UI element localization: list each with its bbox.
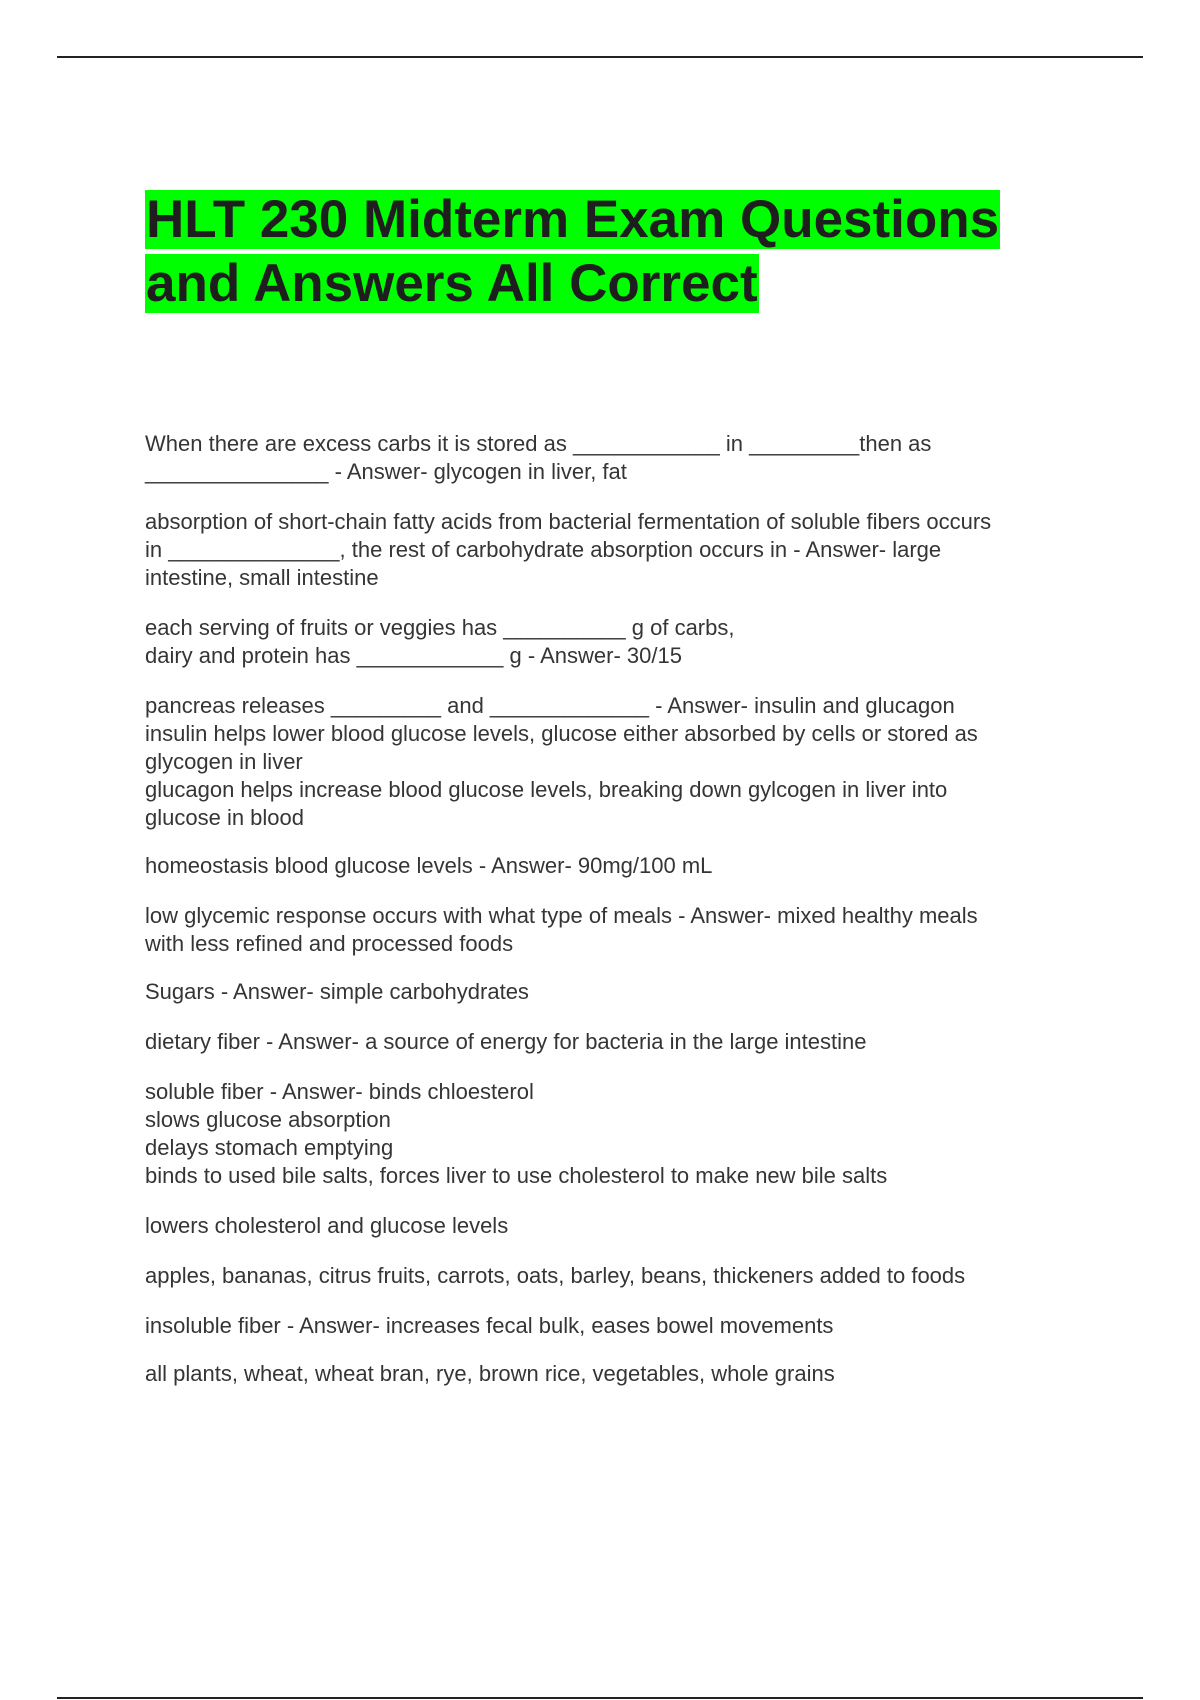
qa-item (145, 1312, 1085, 1340)
qa-line: insoluble fiber - Answer- increases fecal bulk, eases bowel movements (145, 1313, 834, 1338)
qa-line: binds to used bile salts, forces liver to use cholesterol to make new bile salts (145, 1163, 888, 1188)
qa-item (145, 1078, 1085, 1190)
qa-line: each serving of fruits or veggies has __________ g of carbs, (145, 615, 735, 640)
qa-line: low glycemic response occurs with what type of meals - Answer- mixed healthy meals (145, 903, 978, 928)
qa-line: glycogen in liver (145, 749, 303, 774)
qa-line: pancreas releases _________ and _____________ - Answer- insulin and glucagon (145, 693, 955, 718)
document-title (145, 188, 1000, 316)
qa-line: Sugars - Answer- simple carbohydrates (145, 979, 529, 1004)
qa-item (145, 508, 1085, 592)
top-rule (57, 56, 1143, 58)
qa-line: _______________ - Answer- glycogen in liver, fat (145, 459, 627, 484)
qa-line: delays stomach emptying (145, 1135, 394, 1160)
title-line: HLT 230 Midterm Exam Questions (146, 190, 1000, 249)
qa-line: homeostasis blood glucose levels - Answer- 90mg/100 mL (145, 853, 713, 878)
qa-line: lowers cholesterol and glucose levels (145, 1213, 509, 1238)
qa-line: slows glucose absorption (145, 1107, 391, 1132)
qa-line: insulin helps lower blood glucose levels, glucose either absorbed by cells or stored as (145, 721, 978, 746)
qa-line: glucagon helps increase blood glucose levels, breaking down gylcogen in liver into (145, 777, 948, 802)
qa-item (145, 1028, 1085, 1056)
qa-item (145, 852, 1085, 880)
qa-line: absorption of short-chain fatty acids from bacterial fermentation of soluble fibers occurs (145, 509, 992, 534)
qa-line: glucose in blood (145, 805, 305, 830)
qa-item (145, 1212, 1085, 1240)
qa-item (145, 1262, 1085, 1290)
qa-line: When there are excess carbs it is stored as ____________ in _________then as (145, 431, 932, 456)
qa-item (145, 902, 1085, 958)
qa-line: intestine, small intestine (145, 565, 379, 590)
qa-item (145, 430, 1085, 486)
qa-item (145, 978, 1085, 1006)
qa-item (145, 692, 1085, 832)
qa-line: with less refined and processed foods (145, 931, 514, 956)
qa-list (145, 408, 1085, 1388)
qa-item (145, 1360, 1085, 1388)
qa-line: apples, bananas, citrus fruits, carrots, oats, barley, beans, thickeners added to foods (145, 1263, 966, 1288)
qa-line: dairy and protein has ____________ g - Answer- 30/15 (145, 643, 682, 668)
title-line: and Answers All Correct (146, 254, 758, 313)
qa-line: all plants, wheat, wheat bran, rye, brown rice, vegetables, whole grains (145, 1361, 835, 1386)
qa-line: soluble fiber - Answer- binds chloesterol (145, 1079, 534, 1104)
qa-line: dietary fiber - Answer- a source of energy for bacteria in the large intestine (145, 1029, 867, 1054)
qa-item (145, 614, 1085, 670)
qa-line: in ______________, the rest of carbohydrate absorption occurs in - Answer- large (145, 537, 942, 562)
bottom-rule (57, 1697, 1143, 1699)
